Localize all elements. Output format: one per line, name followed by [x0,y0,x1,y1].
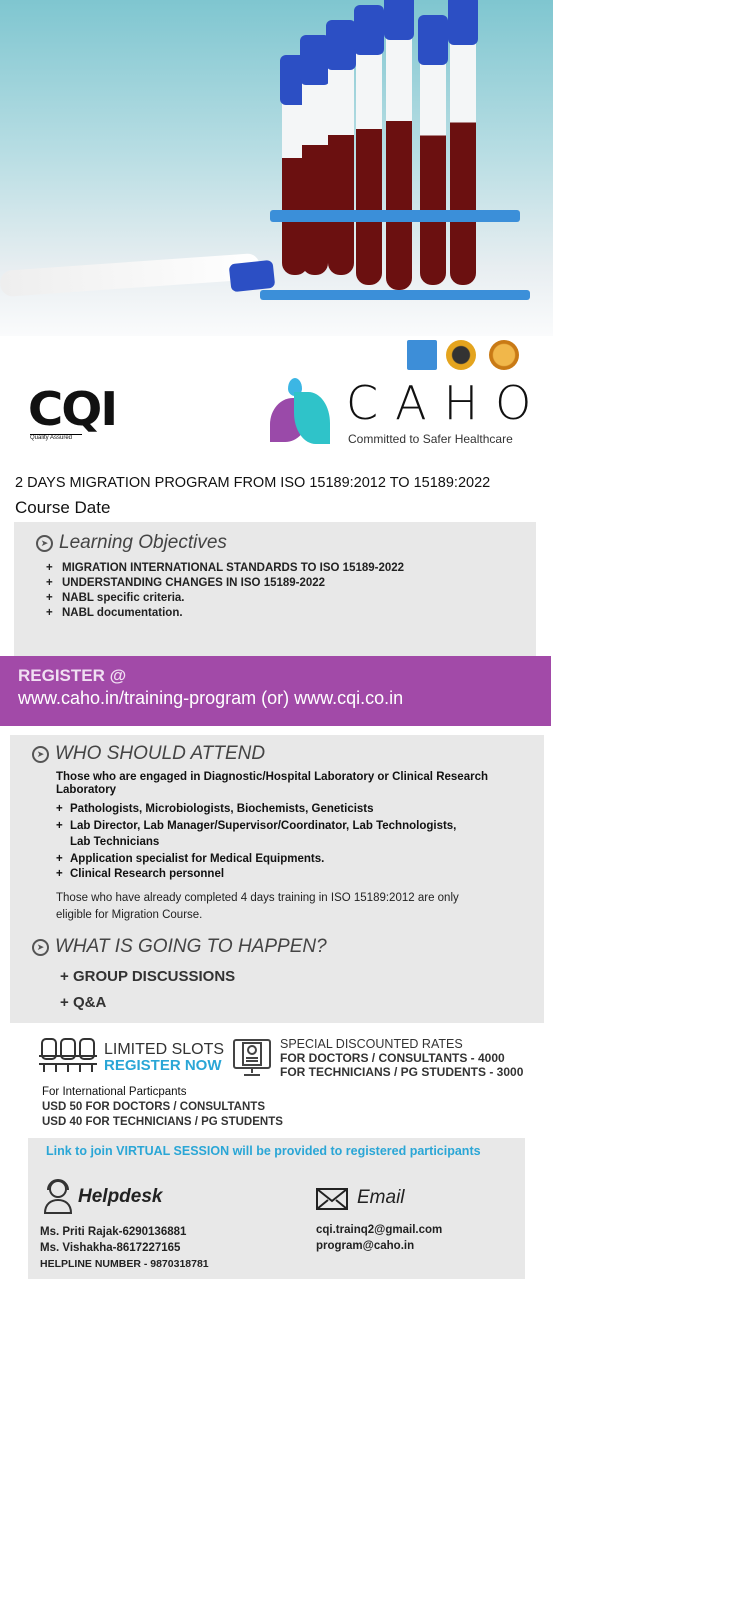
program-title: 2 DAYS MIGRATION PROGRAM FROM ISO 15189:2012 TO 15189:2022 [15,475,491,491]
international-rates: For International Particpants USD 50 FOR DOCTORS / CONSULTANTS USD 40 FOR TECHNICIANS / PG STUDENTS [42,1086,283,1128]
who-should-attend-section [10,735,544,1023]
test-tube [386,30,412,290]
objective-item: + NABL specific criteria. [46,592,536,604]
caho-leaf-icon [268,378,333,446]
helpdesk-heading: Helpdesk [78,1186,163,1207]
nabh-badge [407,340,437,370]
helpline-number: HELPLINE NUMBER - 9870318781 [40,1258,209,1270]
what-happens-heading: ➤ WHAT IS GOING TO HAPPEN? [32,936,544,958]
certificate-monitor-icon [232,1038,272,1078]
chevron-right-icon: ➤ [32,746,49,763]
attendee-item: + Pathologists, Microbiologists, Biochemists, Geneticists [56,803,476,815]
register-label: REGISTER @ [18,666,127,685]
learning-objectives-section [14,522,536,656]
objective-item: + MIGRATION INTERNATIONAL STANDARDS TO ISO 15189-2022 [46,562,536,574]
learning-objectives-heading: ➤ Learning Objectives [36,532,536,554]
rqc-badge [489,340,519,370]
virtual-session-note: Link to join VIRTUAL SESSION will be provided to registered participants [46,1144,481,1158]
attendee-item: + Application specialist for Medical Equipments. [56,853,476,865]
caho-tagline: Committed to Safer Healthcare [348,432,513,446]
discounted-rates: SPECIAL DISCOUNTED RATES FOR DOCTORS / CONSULTANTS - 4000 FOR TECHNICIANS / PG STUDENTS - 3000 [280,1037,524,1079]
register-now-link[interactable]: REGISTER NOW [104,1057,222,1074]
chevron-right-icon: ➤ [36,535,53,552]
objective-item: + NABL documentation. [46,607,536,619]
objective-item: + UNDERSTANDING CHANGES IN ISO 15189-2022 [46,577,536,589]
email-address[interactable]: cqi.trainq2@gmail.com [316,1224,443,1236]
cqi-logo: CQI Quality Assured [27,382,117,441]
test-tube [356,45,382,285]
happen-item: + Q&A [60,994,107,1011]
attend-intro: Those who are engaged in Diagnostic/Hospital Laboratory or Clinical Research Laboratory [56,771,488,796]
seats-icon [38,1036,98,1074]
limited-slots: LIMITED SLOTS REGISTER NOW [104,1041,225,1074]
contact-section [28,1138,525,1279]
helpdesk-contact: Ms. Priti Rajak-6290136881 [40,1226,187,1238]
test-tube [420,55,446,285]
eligibility-note: Those who have already completed 4 days training in ISO 15189:2012 are only eligible for Migration Course. [56,892,459,921]
test-tube [450,35,476,285]
email-address[interactable]: program@caho.in [316,1240,415,1252]
attendee-item: + Clinical Research personnel [56,868,476,880]
hero-image-lab-tubes [0,0,553,336]
test-tube [328,60,354,275]
helpdesk-agent-icon [42,1178,74,1214]
register-banner [0,656,551,726]
helpdesk-contact: Ms. Vishakha-8617227165 [40,1242,181,1254]
attendee-item: + Lab Director, Lab Manager/Supervisor/Coordinator, Lab Technologists, Lab Technicians [56,818,476,850]
chevron-right-icon: ➤ [32,939,49,956]
envelope-icon [316,1188,348,1210]
iso-badge [446,340,476,370]
course-date-label: Course Date [15,498,111,517]
test-tube [302,75,328,275]
register-links[interactable]: www.caho.in/training-program (or) www.cqi.co.in [18,688,404,708]
who-should-attend-heading: ➤ WHO SHOULD ATTEND [32,743,544,765]
email-heading: Email [357,1187,405,1208]
caho-wordmark: CAHO [346,376,549,430]
happen-item: + GROUP DISCUSSIONS [60,968,236,985]
